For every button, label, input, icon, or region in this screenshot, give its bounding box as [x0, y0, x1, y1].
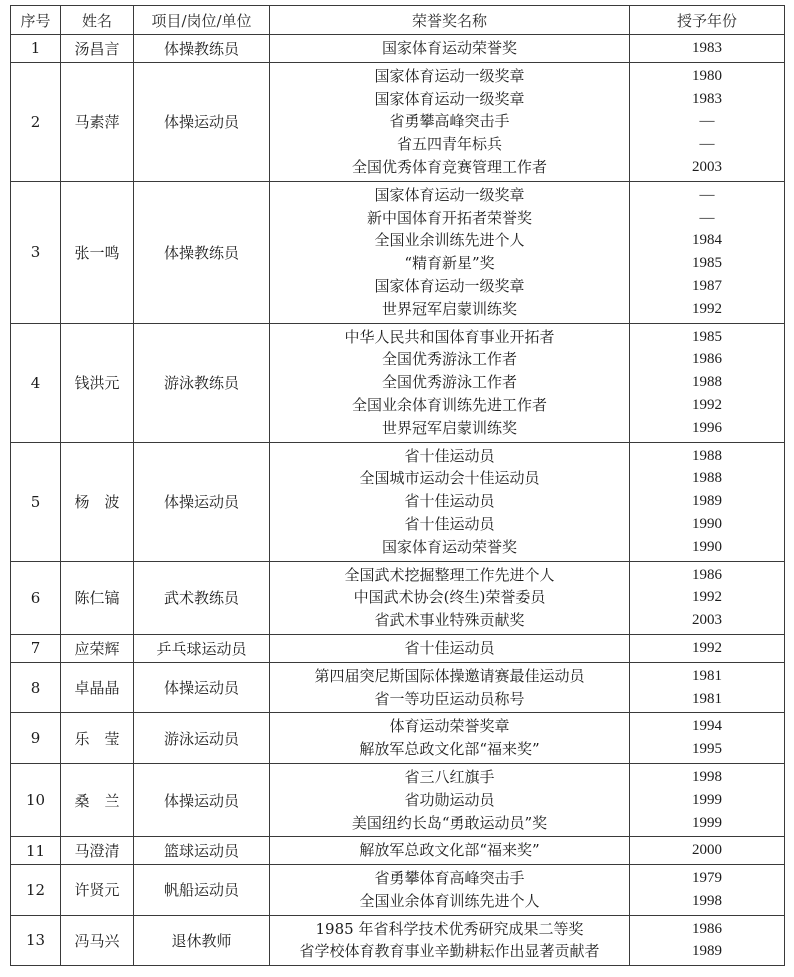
row-name: 乐 莹 [61, 713, 134, 764]
table-row [11, 713, 785, 764]
award-title: 省武术事业特殊贡献奖 [374, 611, 525, 630]
header-name: 姓名 [61, 6, 134, 35]
award-year: 1988 [692, 447, 722, 464]
award-list [270, 634, 630, 662]
award-list [270, 442, 630, 561]
award-title: 国家体育运动一级奖章 [374, 185, 525, 204]
year-list [630, 62, 785, 181]
header-row [11, 6, 785, 35]
award-title: 国家体育运动一级奖章 [374, 276, 525, 295]
award-title: 省一等功臣运动员称号 [374, 689, 525, 708]
award-title: 省五四青年标兵 [396, 135, 502, 154]
award-year: — [699, 209, 715, 226]
award-year: 1999 [692, 791, 722, 808]
award-title: 省三八红旗手 [404, 767, 495, 786]
table-row [11, 837, 785, 865]
row-name: 汤昌言 [61, 35, 134, 63]
award-year: 1979 [692, 870, 722, 887]
award-year: 1983 [692, 90, 722, 107]
row-name: 卓晶晶 [61, 662, 134, 713]
award-title: 1985 年省科学技术优秀研究成果二等奖 [315, 919, 584, 938]
award-year: 1984 [692, 232, 722, 249]
award-year: 1995 [692, 741, 722, 758]
row-index: 12 [11, 865, 61, 916]
row-role: 体操教练员 [134, 181, 270, 323]
award-title: 世界冠军启蒙训练奖 [381, 299, 517, 318]
row-index: 13 [11, 915, 61, 966]
year-list [630, 837, 785, 865]
row-index: 7 [11, 634, 61, 662]
year-list [630, 35, 785, 63]
year-list [630, 442, 785, 561]
table-row [11, 763, 785, 836]
award-list [270, 561, 630, 634]
award-list [270, 62, 630, 181]
table-row [11, 35, 785, 63]
row-index: 11 [11, 837, 61, 865]
row-role: 体操运动员 [134, 763, 270, 836]
award-year: — [699, 186, 715, 203]
year-list [630, 662, 785, 713]
award-title: 解放军总政文化部“福来奖” [359, 841, 540, 860]
award-title: 国家体育运动一级奖章 [374, 89, 525, 108]
year-list [630, 634, 785, 662]
award-list [270, 865, 630, 916]
award-year: 1983 [692, 40, 722, 56]
award-title: 中国武术协会(终生)荣誉委员 [353, 588, 546, 607]
award-title: 省勇攀体育高峰突击手 [374, 869, 525, 888]
row-name: 冯马兴 [61, 915, 134, 966]
award-year: 1990 [692, 538, 722, 555]
award-title: 全国业余训练先进个人 [374, 231, 525, 250]
award-year: 2003 [692, 612, 722, 629]
award-list [270, 837, 630, 865]
award-list [270, 181, 630, 323]
table-row [11, 561, 785, 634]
award-year: 1986 [692, 351, 722, 368]
row-index: 3 [11, 181, 61, 323]
row-name: 张一鸣 [61, 181, 134, 323]
award-title: 国家体育运动荣誉奖 [381, 537, 517, 556]
row-name: 马素萍 [61, 62, 134, 181]
award-title: 省功勋运动员 [404, 790, 495, 809]
row-index: 1 [11, 35, 61, 63]
award-title: “精育新星”奖 [404, 254, 495, 273]
year-list [630, 865, 785, 916]
row-name: 杨 波 [61, 442, 134, 561]
row-index: 4 [11, 323, 61, 442]
award-title: 省十佳运动员 [404, 446, 495, 465]
award-year: 1994 [692, 718, 722, 735]
row-index: 9 [11, 713, 61, 764]
award-year: — [699, 136, 715, 153]
award-year: 1981 [692, 690, 722, 707]
award-year: 1989 [692, 493, 722, 510]
award-year: 1990 [692, 515, 722, 532]
award-title: 省十佳运动员 [404, 638, 495, 657]
row-role: 体操运动员 [134, 442, 270, 561]
row-name: 陈仁镐 [61, 561, 134, 634]
row-index: 6 [11, 561, 61, 634]
award-year: 2003 [692, 158, 722, 175]
award-year: 1985 [692, 328, 722, 345]
row-name: 应荣辉 [61, 634, 134, 662]
award-list [270, 713, 630, 764]
award-year: 1980 [692, 67, 722, 84]
row-role: 乒乓球运动员 [134, 634, 270, 662]
award-title: 省勇攀高峰突击手 [389, 112, 510, 131]
row-role: 退休教师 [134, 915, 270, 966]
award-year: 1999 [692, 814, 722, 831]
award-title: 中华人民共和国体育事业开拓者 [344, 327, 555, 346]
row-role: 篮球运动员 [134, 837, 270, 865]
row-role: 武术教练员 [134, 561, 270, 634]
award-year: 1985 [692, 255, 722, 272]
award-year: 1992 [692, 639, 722, 656]
year-list [630, 323, 785, 442]
award-year: 1988 [692, 374, 722, 391]
award-year: 1986 [692, 920, 722, 937]
row-name: 许贤元 [61, 865, 134, 916]
award-title: 解放军总政文化部“福来奖” [359, 740, 540, 759]
table-row [11, 442, 785, 561]
award-title: 国家体育运动荣誉奖 [381, 39, 517, 57]
award-year: 1988 [692, 470, 722, 487]
year-list [630, 763, 785, 836]
row-index: 2 [11, 62, 61, 181]
row-name: 马澄清 [61, 837, 134, 865]
award-title: 国家体育运动一级奖章 [374, 66, 525, 85]
award-list [270, 35, 630, 63]
award-title: 全国业余体育训练先进个人 [359, 891, 540, 910]
header-year: 授予年份 [630, 6, 785, 35]
award-list [270, 915, 630, 966]
award-title: 全国武术挖掘整理工作先进个人 [344, 565, 555, 584]
table-row [11, 915, 785, 966]
honor-table [10, 5, 785, 966]
header-award: 荣誉奖名称 [270, 6, 630, 35]
award-title: 全国城市运动会十佳运动员 [359, 469, 540, 488]
award-year: 1992 [692, 300, 722, 317]
header-index: 序号 [11, 6, 61, 35]
year-list [630, 713, 785, 764]
table-row [11, 662, 785, 713]
award-list [270, 323, 630, 442]
row-index: 5 [11, 442, 61, 561]
award-year: 1992 [692, 589, 722, 606]
header-role: 项目/岗位/单位 [134, 6, 270, 35]
row-role: 体操运动员 [134, 662, 270, 713]
award-year: 2000 [692, 842, 722, 859]
award-title: 省十佳运动员 [404, 514, 495, 533]
award-year: 1986 [692, 566, 722, 583]
award-title: 第四届突尼斯国际体操邀请赛最佳运动员 [314, 666, 585, 685]
award-title: 省学校体育教育事业辛勤耕耘作出显著贡献者 [299, 942, 600, 961]
table-row [11, 323, 785, 442]
table-row [11, 634, 785, 662]
row-index: 10 [11, 763, 61, 836]
award-title: 世界冠军启蒙训练奖 [381, 418, 517, 437]
award-title: 全国优秀游泳工作者 [381, 350, 517, 369]
award-title: 全国业余体育训练先进工作者 [351, 395, 547, 414]
award-title: 美国纽约长岛“勇敢运动员”奖 [351, 813, 548, 832]
year-list [630, 915, 785, 966]
table-body [11, 35, 785, 966]
award-title: 全国优秀游泳工作者 [381, 373, 517, 392]
award-list [270, 662, 630, 713]
row-role: 游泳运动员 [134, 713, 270, 764]
award-year: 1981 [692, 667, 722, 684]
award-year: 1998 [692, 892, 722, 909]
year-list [630, 181, 785, 323]
award-year: 1998 [692, 768, 722, 785]
row-role: 体操教练员 [134, 35, 270, 63]
table-row [11, 181, 785, 323]
award-year: 1996 [692, 419, 722, 436]
table-row [11, 865, 785, 916]
award-year: 1987 [692, 277, 722, 294]
award-year: 1992 [692, 396, 722, 413]
row-role: 游泳教练员 [134, 323, 270, 442]
table-row [11, 62, 785, 181]
row-name: 钱洪元 [61, 323, 134, 442]
award-year: — [699, 113, 715, 130]
row-role: 帆船运动员 [134, 865, 270, 916]
award-title: 新中国体育开拓者荣誉奖 [366, 208, 532, 227]
row-role: 体操运动员 [134, 62, 270, 181]
year-list [630, 561, 785, 634]
award-list [270, 763, 630, 836]
award-title: 全国优秀体育竞赛管理工作者 [351, 157, 547, 176]
row-index: 8 [11, 662, 61, 713]
award-year: 1989 [692, 943, 722, 960]
row-name: 桑 兰 [61, 763, 134, 836]
table-header [11, 6, 785, 35]
award-title: 体育运动荣誉奖章 [389, 717, 510, 736]
award-title: 省十佳运动员 [404, 492, 495, 511]
